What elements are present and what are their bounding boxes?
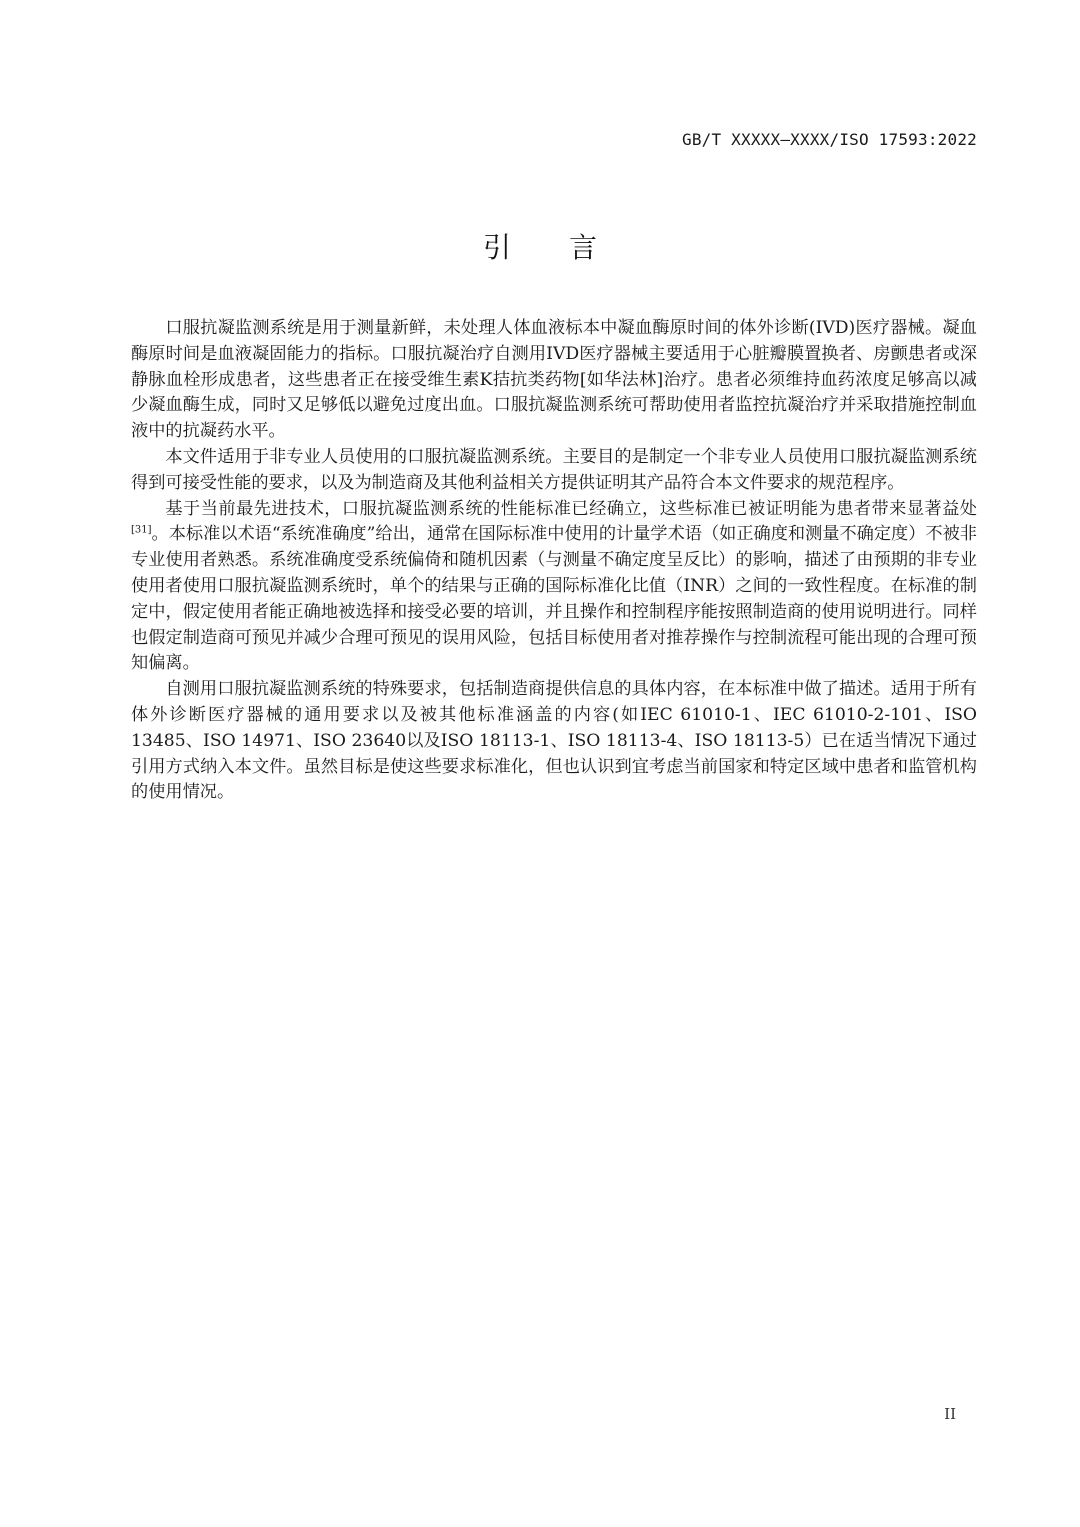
standard-number: GB/T XXXXX—XXXX/ISO 17593:2022 xyxy=(682,130,977,149)
paragraph-3 xyxy=(131,497,977,678)
introduction-body xyxy=(131,316,977,806)
paragraph-3-text-before: 基于当前最先进技术，口服抗凝监测系统的性能标准已经确立，这些标准已被证明能为患者带来显著益处 xyxy=(165,498,977,519)
paragraph-3-text-after: 。本标准以术语“系统准确度”给出，通常在国际标准中使用的计量学术语（如正确度和测量不确定度）不被非专业使用者熟悉。系统准确度受系统偏倚和随机因素（与测量不确定度呈反比）的影响，描述了由预期的非专业使用者使用口服抗凝监测系统时，单个的结果与正确的国际标准化比值（INR）之间的一致性程度。在标准的制定中，假定使用者能正确地被选择和接受必要的培训，并且操作和控制程序能按照制造商的使用说明进行。同样也假定制造商可预见并减少合理可预见的误用风险，包括目标使用者对推荐操作与控制流程可能出现的合理可预知偏离。 xyxy=(131,524,977,674)
paragraph-4: 自测用口服抗凝监测系统的特殊要求，包括制造商提供信息的具体内容，在本标准中做了描述。适用于所有体外诊断医疗器械的通用要求以及被其他标准涵盖的内容(如IEC 61010-1、IEC 61010-2-101、ISO 13485、ISO 14971、ISO 23640以及ISO 18113-1、ISO 18113-4、ISO 18113-5）已在适当情况下通过引用方式纳入本文件。虽然目标是使这些要求标准化，但也认识到宜考虑当前国家和特定区域中患者和监管机构的使用情况。 xyxy=(131,679,977,803)
page-title: 引言 xyxy=(482,231,655,264)
citation-reference[interactable]: [31] xyxy=(131,524,152,536)
paragraph-1: 口服抗凝监测系统是用于测量新鲜，未处理人体血液标本中凝血酶原时间的体外诊断(IVD)医疗器械。凝血酶原时间是血液凝固能力的指标。口服抗凝治疗自测用IVD医疗器械主要适用于心脏瓣膜置换者、房颤患者或深静脉血栓形成患者，这些患者正在接受维生素K拮抗类药物[如华法林]治疗。患者必须维持血药浓度足够高以减少凝血酶生成，同时又足够低以避免过度出血。口服抗凝监测系统可帮助使用者监控抗凝治疗并采取措施控制血液中的抗凝药水平。 xyxy=(131,318,977,442)
page-number: II xyxy=(944,1405,956,1423)
paragraph-2: 本文件适用于非专业人员使用的口服抗凝监测系统。主要目的是制定一个非专业人员使用口服抗凝监测系统得到可接受性能的要求，以及为制造商及其他利益相关方提供证明其产品符合本文件要求的规范程序。 xyxy=(131,446,977,493)
